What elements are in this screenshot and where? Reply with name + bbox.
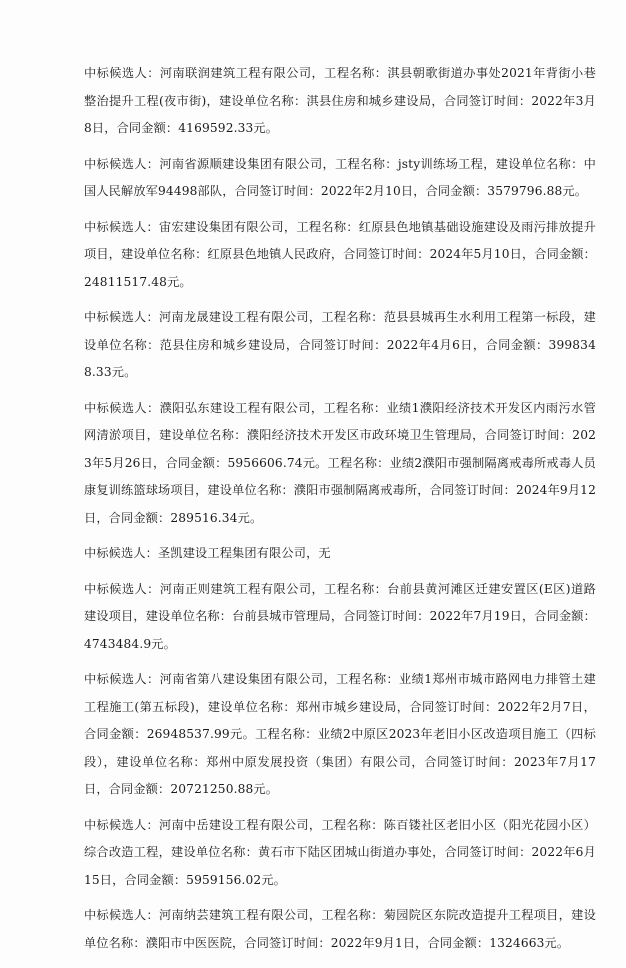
paragraph-bidder-1: 中标候选人：河南联润建筑工程有限公司，工程名称：淇县朝歌街道办事处2021年背街小巷整治提升工程(夜市街)，建设单位名称：淇县住房和城乡建设局，合同签订时间：2022年3月8日，合同金额：4169592.33元。: [84, 66, 596, 135]
paragraph-bidder-6: 中标候选人：圣凯建设工程集团有限公司，无: [84, 546, 331, 560]
paragraph-bidder-9: 中标候选人：河南中岳建设工程有限公司，工程名称：陈百镂社区老旧小区（阳光花园小区）综合改造工程，建设单位名称：黄石市下陆区团城山街道办事处，合同签订时间：2022年6月15日，合同金额：5959156.02元。: [84, 817, 596, 887]
paragraph-bidder-4: 中标候选人：河南龙晟建设工程有限公司，工程名称：范县县城再生水利用工程第一标段，建设单位名称：范县住房和城乡建设局，合同签订时间：2022年4月6日，合同金额：3998348.33元。: [84, 310, 596, 379]
paragraph-bidder-3: 中标候选人：宙宏建设集团有限公司，工程名称：红原县色地镇基础设施建设及雨污排放提升项目，建设单位名称：红原县色地镇人民政府，合同签订时间：2024年5月10日，合同金额：24811517.48元。: [84, 219, 596, 289]
paragraph-bidder-5: 中标候选人：濮阳弘东建设工程有限公司，工程名称：业绩1濮阳经济技术开发区内雨污水管网清淤项目，建设单位名称：濮阳经济技术开发区市政环境卫生管理局，合同签订时间：2023年5月26日，合同金额：5956606.74元。工程名称：业绩2濮阳市强制隔离戒毒所戒毒人员康复训练篮球场项目，建设单位名称：濮阳市强制隔离戒毒所，合同签订时间：2024年9月12日，合同金额：289516.34元。: [84, 400, 596, 525]
paragraph-bidder-2: 中标候选人：河南省源顺建设集团有限公司，工程名称：jsty训练场工程，建设单位名称：中国人民解放军94498部队，合同签订时间：2022年2月10日，合同金额：3579796.88元。: [84, 156, 596, 198]
paragraph-bidder-10: 中标候选人：河南纳芸建筑工程有限公司，工程名称：菊园院区东院改造提升工程项目，建设单位名称：濮阳市中医医院，合同签订时间：2022年9月1日，合同金额：1324663元。: [84, 908, 596, 950]
document-body: [84, 60, 596, 965]
paragraph-bidder-8: 中标候选人：河南省第八建设集团有限公司，工程名称：业绩1郑州市城市路网电力排管土建工程施工(第五标段)，建设单位名称：郑州市城乡建设局，合同签订时间：2022年2月7日，合同金额：26948537.99元。工程名称：业绩2中原区2023年老旧小区改造项目施工（四标段），建设单位名称：郑州中原发展投资（集团）有限公司，合同签订时间：2023年7月17日，合同金额：20721250.88元。: [84, 672, 596, 796]
paragraph-bidder-7: 中标候选人：河南正则建筑工程有限公司，工程名称：台前县黄河滩区迁建安置区(E区)道路建设项目，建设单位名称：台前县城市管理局，合同签订时间：2022年7月19日，合同金额：4743484.9元。: [84, 581, 596, 651]
